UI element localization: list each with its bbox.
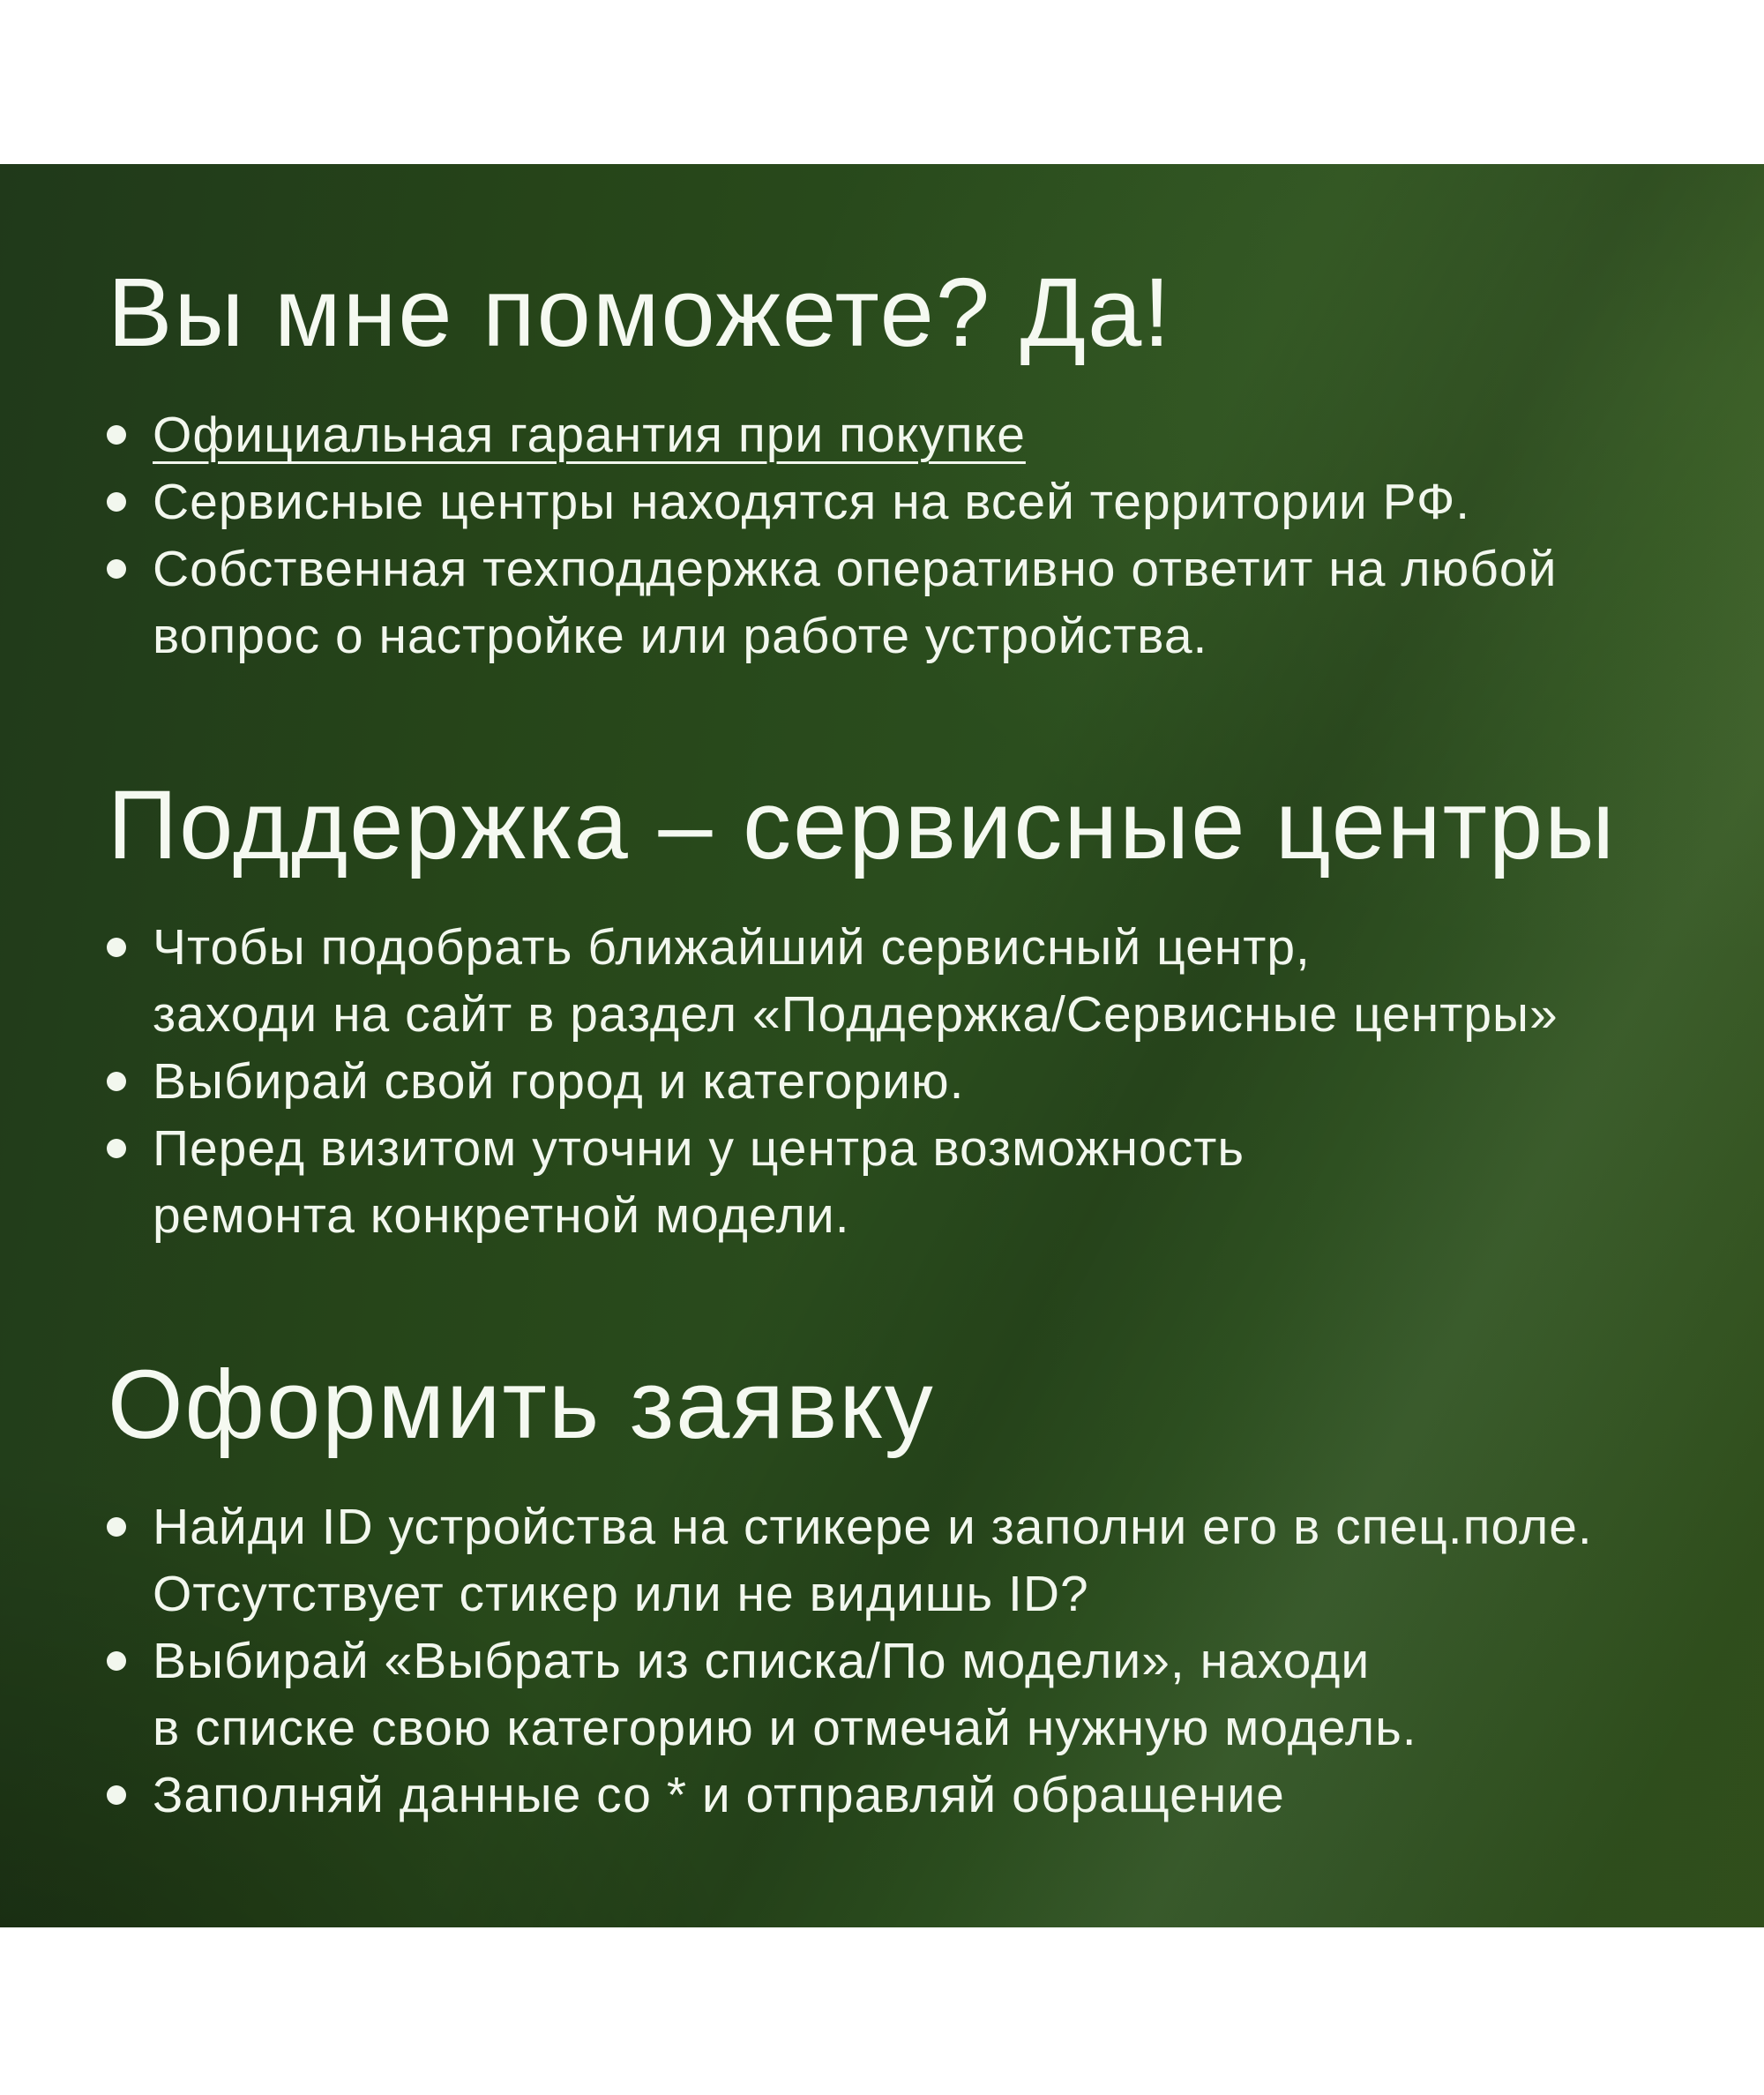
bullet-text: Заполняй данные со * и отправляй обращение	[153, 1767, 1285, 1823]
section-title: Оформить заявку	[108, 1351, 935, 1459]
list-item	[153, 535, 1711, 670]
section-title: Поддержка – сервисные центры	[108, 771, 1617, 879]
bullet-text: Перед визитом уточни у центра возможность	[153, 1120, 1245, 1177]
bullet-icon	[107, 1651, 126, 1671]
list-item	[153, 1048, 1711, 1115]
bullet-icon	[107, 938, 126, 957]
bullet-text: заходи на сайт в раздел «Поддержка/Сервисные центры»	[153, 986, 1558, 1043]
section-submit-request	[0, 1344, 1764, 1829]
list-item	[153, 1115, 1711, 1249]
card-content	[0, 164, 1764, 1829]
bullet-text: Собственная техподдержка оперативно ответит на любой	[153, 541, 1558, 597]
bullet-text: вопрос о настройке или работе устройства.	[153, 608, 1208, 664]
bullet-text: Чтобы подобрать ближайший сервисный центр,	[153, 919, 1311, 976]
bullet-text-underlined: Официальная гарантия при покупке	[153, 407, 1026, 463]
bullet-list	[0, 914, 1764, 1249]
bullet-text: Найди ID устройства на стикере и заполни его в спец.поле.	[153, 1499, 1593, 1555]
section-warranty	[0, 252, 1764, 670]
bullet-text: Выбирай «Выбрать из списка/По модели», находи	[153, 1633, 1371, 1689]
bullet-icon	[107, 1517, 126, 1537]
bullet-icon	[107, 1785, 126, 1805]
bullet-text: в списке свою категорию и отмечай нужную модель.	[153, 1700, 1417, 1756]
section-service-centers	[0, 765, 1764, 1249]
bullet-icon	[107, 559, 126, 579]
bullet-icon	[107, 1139, 126, 1158]
list-item	[153, 1493, 1711, 1627]
info-card	[0, 164, 1764, 1927]
list-item	[153, 1627, 1711, 1762]
bullet-icon	[107, 492, 126, 512]
section-title: Вы мне поможете? Да!	[108, 258, 1172, 367]
list-item	[153, 1762, 1711, 1829]
bullet-icon	[107, 425, 126, 445]
bullet-text: Сервисные центры находятся на всей территории РФ.	[153, 474, 1471, 530]
bullet-icon	[107, 1072, 126, 1091]
list-item	[153, 468, 1711, 535]
bullet-text: Выбирай свой город и категорию.	[153, 1053, 965, 1110]
bullet-text: ремонта конкретной модели.	[153, 1187, 850, 1244]
bullet-text: Отсутствует стикер или не видишь ID?	[153, 1566, 1089, 1622]
bullet-list	[0, 401, 1764, 670]
list-item	[153, 914, 1711, 1048]
list-item	[153, 401, 1711, 468]
bullet-list	[0, 1493, 1764, 1829]
